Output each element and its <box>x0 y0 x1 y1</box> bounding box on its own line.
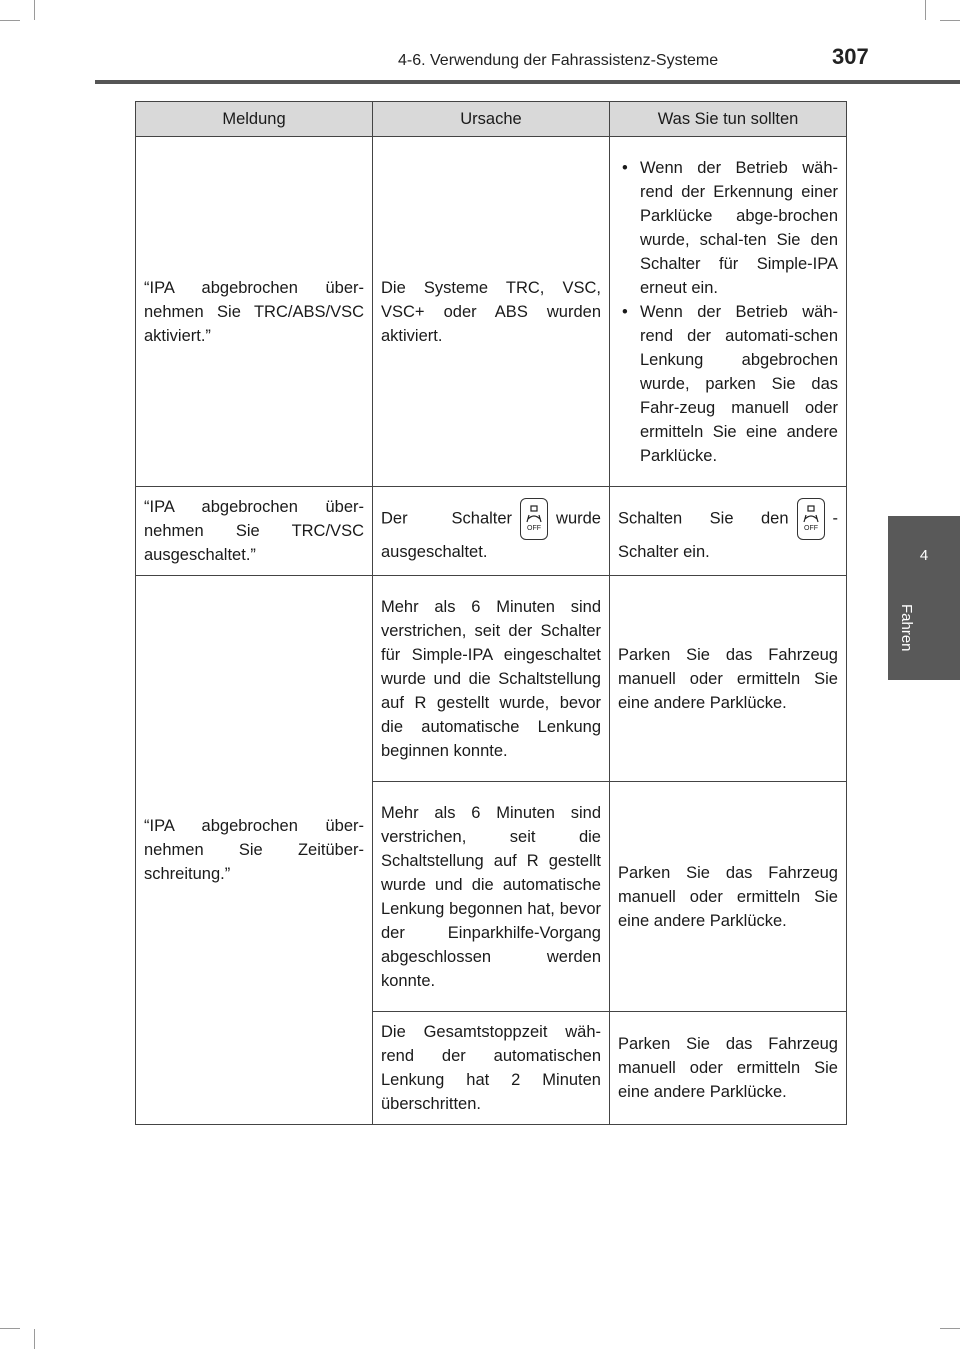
action-cell: Parken Sie das Fahrzeug manuell oder ermitteln Sie eine andere Parklücke. <box>610 1012 847 1125</box>
switch-icon-label: OFF <box>803 525 818 532</box>
vsc-off-switch-icon <box>797 498 825 540</box>
crop-mark <box>34 1329 35 1349</box>
crop-mark <box>34 0 35 20</box>
cause-cell <box>373 487 610 576</box>
crop-mark <box>925 0 926 20</box>
action-text-before: Schalten Sie den <box>618 509 789 528</box>
crop-mark <box>940 1328 960 1329</box>
action-text-after: -Schalter ein. <box>618 509 838 561</box>
cause-cell: Die Gesamtstoppzeit wäh-rend der automatischen Lenkung hat 2 Minuten überschritten. <box>373 1012 610 1125</box>
message-cell: “IPA abgebrochen über-nehmen Sie TRC/VSC ausgeschaltet.” <box>136 487 373 576</box>
crop-mark <box>940 20 960 21</box>
table-row <box>136 487 847 576</box>
cause-cell: Mehr als 6 Minuten sind verstrichen, seit der Schalter für Simple-IPA eingeschaltet wurde und die Schaltstellung auf R gestellt wurde, bevor die automatische Lenkung beginnen konnte. <box>373 576 610 782</box>
page-number: 307 <box>832 44 869 69</box>
action-list <box>618 156 838 468</box>
section-title: 4-6. Verwendung der Fahrassistenz-Systeme <box>398 52 719 69</box>
message-table <box>135 101 847 1125</box>
column-header-action: Was Sie tun sollten <box>610 102 847 137</box>
crop-mark <box>0 1328 20 1329</box>
message-cell: “IPA abgebrochen über-nehmen Sie TRC/ABS/VSC aktiviert.” <box>136 137 373 487</box>
cause-cell: Die Systeme TRC, VSC, VSC+ oder ABS wurden aktiviert. <box>373 137 610 487</box>
cause-text-after: wurde ausgeschaltet. <box>381 509 601 561</box>
crop-mark <box>0 20 20 21</box>
cause-cell: Mehr als 6 Minuten sind verstrichen, seit die Schaltstellung auf R gestellt wurde und die automatische Lenkung begonnen hat, bevor der Einparkhilfe-Vorgang abgeschlossen werden konnte. <box>373 782 610 1012</box>
switch-icon-label: OFF <box>527 525 542 532</box>
table-row <box>136 137 847 487</box>
action-cell: Parken Sie das Fahrzeug manuell oder ermitteln Sie eine andere Parklücke. <box>610 576 847 782</box>
column-header-message: Meldung <box>136 102 373 137</box>
action-cell <box>610 137 847 487</box>
list-item: • Wenn der Betrieb wäh-rend der Erkennung einer Parklücke abge-brochen wurde, schal-ten Sie den Schalter für Simple-IPA erneut ein. <box>618 156 838 300</box>
message-cell: “IPA abgebrochen über-nehmen Sie Zeitüber-schreitung.” <box>136 576 373 1125</box>
chapter-label: Fahren <box>898 604 915 652</box>
action-cell: Parken Sie das Fahrzeug manuell oder ermitteln Sie eine andere Parklücke. <box>610 782 847 1012</box>
action-cell <box>610 487 847 576</box>
header-divider <box>95 80 960 84</box>
table-header-row <box>136 102 847 137</box>
vsc-off-switch-icon <box>520 498 548 540</box>
chapter-tab <box>888 516 960 596</box>
cause-text-before: Der Schalter <box>381 509 513 528</box>
column-header-cause: Ursache <box>373 102 610 137</box>
table-row <box>136 576 847 782</box>
list-item: • Wenn der Betrieb wäh-rend der automati-schen Lenkung abgebrochen wurde, parken Sie das Fahr-zeug manuell oder ermitteln Sie eine andere Parklücke. <box>618 300 838 468</box>
chapter-number: 4 <box>919 547 929 564</box>
